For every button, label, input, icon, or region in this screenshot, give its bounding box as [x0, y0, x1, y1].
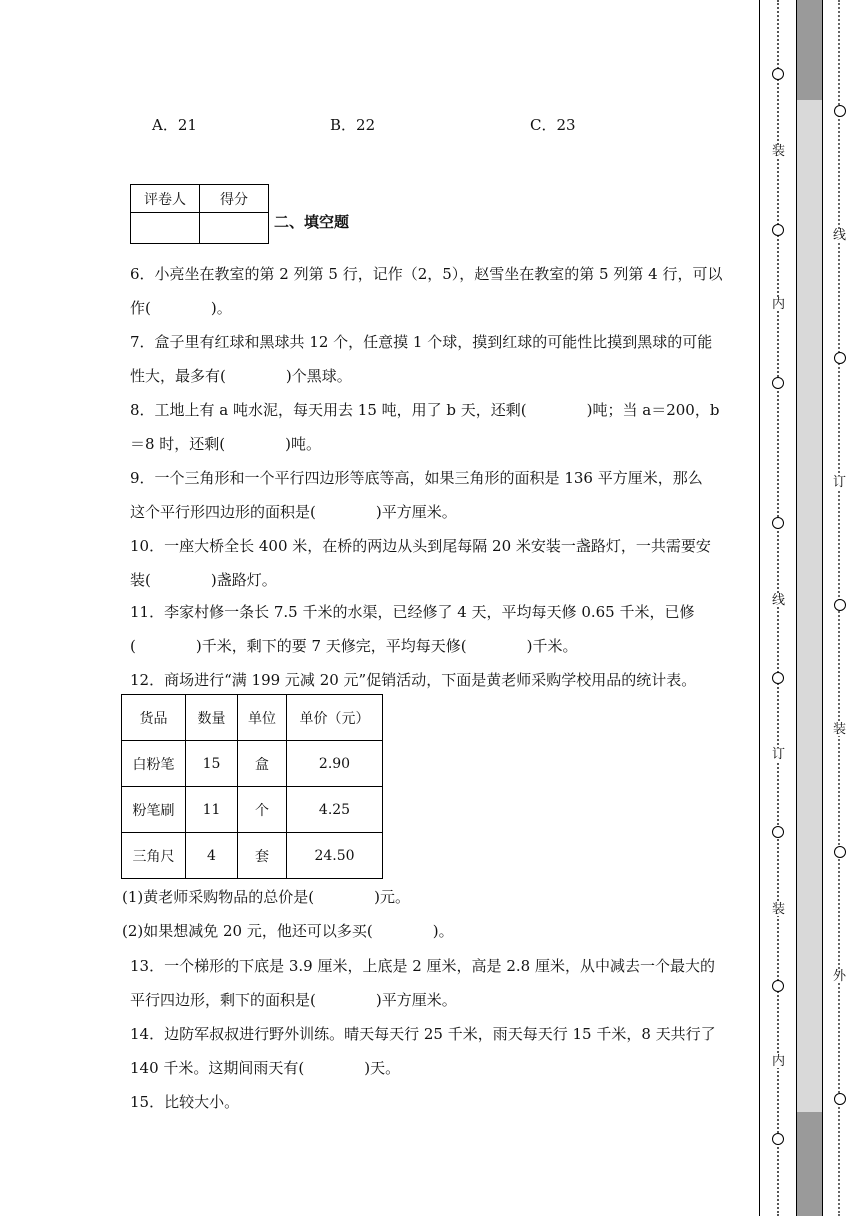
binding-hole: [834, 846, 846, 858]
binding-hole: [834, 599, 846, 611]
question-line: 这个平行形四边形的面积是( )平方厘米。: [130, 503, 457, 521]
score-cell-grader: [131, 213, 200, 244]
section-title: 二、填空题: [274, 213, 350, 231]
score-header-score: 得分: [200, 185, 269, 213]
question-line: 13．一个梯形的下底是 3.9 厘米，上底是 2 厘米，高是 2.8 厘米，从中减去一个最大的: [130, 957, 715, 975]
question-line: 9．一个三角形和一个平行四边形等底等高，如果三角形的面积是 136 平方厘米，那么: [130, 469, 703, 487]
question-line: (2)如果想减免 20 元，他还可以多买( )。: [122, 922, 454, 940]
binding-light-band: [796, 100, 822, 1112]
table-row: [122, 833, 383, 879]
question-line: 6．小亮坐在教室的第 2 列第 5 行，记作（2，5），赵雪坐在教室的第 5 列第 4 行，可以: [130, 265, 723, 283]
binding-char: 装: [772, 902, 786, 917]
goods-cell: 粉笔刷: [122, 787, 186, 833]
binding-hole: [834, 352, 846, 364]
goods-cell: 白粉笔: [122, 741, 186, 787]
table-row: [122, 787, 383, 833]
binding-char: 装: [833, 722, 847, 737]
binding-gray-band-bottom: [796, 1112, 822, 1216]
binding-dotted-line: [777, 0, 779, 1216]
goods-table: [121, 694, 383, 879]
goods-header: 单价（元）: [287, 695, 383, 741]
question-line: 作( )。: [130, 299, 232, 317]
binding-hole: [772, 517, 784, 529]
binding-char: 外: [833, 969, 847, 984]
goods-cell: 24.50: [287, 833, 383, 879]
question-line: 8．工地上有 a 吨水泥，每天用去 15 吨，用了 b 天，还剩( )吨；当 a＝200，b: [130, 401, 720, 419]
question-line: 11．李家村修一条长 7.5 千米的水渠，已经修了 4 天，平均每天修 0.65 千米，已修: [130, 603, 695, 621]
binding-hole: [772, 826, 784, 838]
question-line: 装( )盏路灯。: [130, 571, 277, 589]
question-line: 性大，最多有( )个黑球。: [130, 367, 352, 385]
question-line: (1)黄老师采购物品的总价是( )元。: [122, 888, 410, 906]
binding-char: 线: [772, 593, 786, 608]
binding-char: 内: [772, 1054, 786, 1069]
binding-border: [796, 0, 797, 1216]
question-line: ( )千米，剩下的要 7 天修完，平均每天修( )千米。: [130, 637, 578, 655]
goods-header: 货品: [122, 695, 186, 741]
question-line: 平行四边形，剩下的面积是( )平方厘米。: [130, 991, 457, 1009]
binding-char: 线: [833, 228, 847, 243]
option-a: A．21: [152, 116, 197, 134]
goods-cell: 2.90: [287, 741, 383, 787]
goods-table-header: [122, 695, 383, 741]
goods-cell: 15: [186, 741, 238, 787]
question-line: ＝8 时，还剩( )吨。: [130, 435, 322, 453]
question-line: 7．盒子里有红球和黑球共 12 个，任意摸 1 个球，摸到红球的可能性比摸到黑球的可能: [130, 333, 713, 351]
binding-hole: [834, 105, 846, 117]
binding-hole: [834, 1093, 846, 1105]
goods-header: 数量: [186, 695, 238, 741]
binding-hole: [772, 1133, 784, 1145]
score-header-grader: 评卷人: [131, 185, 200, 213]
score-cell-score: [200, 213, 269, 244]
question-line: 10．一座大桥全长 400 米，在桥的两边从头到尾每隔 20 米安装一盏路灯，一共需要安: [130, 537, 711, 555]
binding-hole: [772, 980, 784, 992]
binding-border: [822, 0, 823, 1216]
binding-hole: [772, 224, 784, 236]
binding-gray-band-top: [796, 0, 822, 100]
goods-cell: 套: [238, 833, 287, 879]
goods-cell: 4: [186, 833, 238, 879]
option-b: B．22: [330, 116, 376, 134]
binding-char: 订: [833, 475, 847, 490]
goods-header: 单位: [238, 695, 287, 741]
table-row: [122, 741, 383, 787]
binding-char: 装: [772, 144, 786, 159]
score-table: [130, 184, 269, 244]
question-line: 15．比较大小。: [130, 1093, 240, 1111]
binding-hole: [772, 68, 784, 80]
goods-cell: 三角尺: [122, 833, 186, 879]
binding-char: 订: [772, 747, 786, 762]
binding-border: [759, 0, 760, 1216]
binding-char: 内: [772, 297, 786, 312]
goods-cell: 盒: [238, 741, 287, 787]
binding-hole: [772, 377, 784, 389]
goods-cell: 4.25: [287, 787, 383, 833]
goods-cell: 个: [238, 787, 287, 833]
binding-hole: [772, 672, 784, 684]
question-line: 14．边防军叔叔进行野外训练。晴天每天行 25 千米，雨天每天行 15 千米，8 天共行了: [130, 1025, 716, 1043]
question-line: 12．商场进行“满 199 元减 20 元”促销活动，下面是黄老师采购学校用品的统计表。: [130, 671, 697, 689]
question-line: 140 千米。这期间雨天有( )天。: [130, 1059, 401, 1077]
goods-cell: 11: [186, 787, 238, 833]
option-c: C．23: [530, 116, 576, 134]
